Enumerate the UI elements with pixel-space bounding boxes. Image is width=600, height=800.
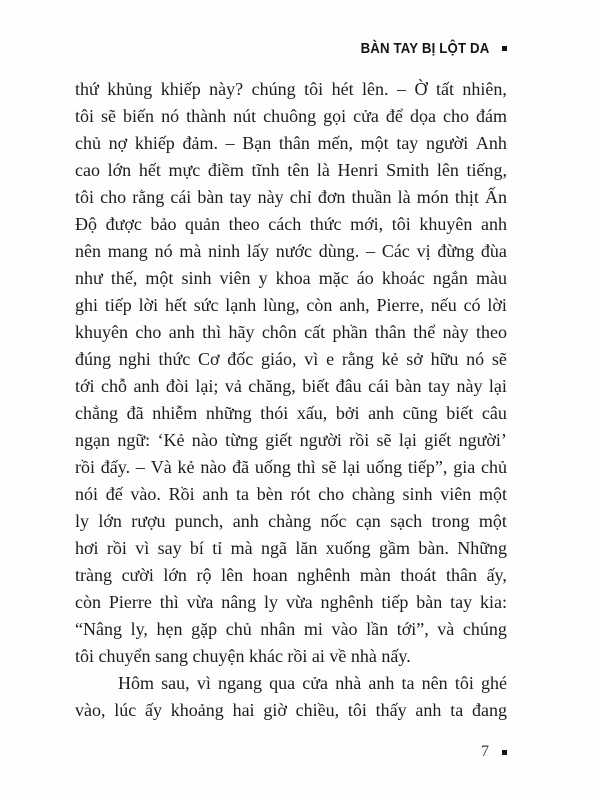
text-line: tới chỗ anh đòi lại; vả chăng, biết đâu cái bàn tay này lại [75,376,507,396]
text-line: còn Pierre thì vừa nâng ly vừa nghênh tiếp bàn tay kia: [75,592,507,612]
text-line: nên mang nó mà ninh lấy nước dùng. – Các vị đừng đùa [75,241,507,261]
text-line: chẳng đã nhiễm những thói xấu, bởi anh cũng biết câu [75,403,507,423]
square-bullet-icon [502,46,507,51]
text-line: vào, lúc ấy khoảng hai giờ chiều, tôi thấy anh ta đang [75,700,507,720]
text-line: Độ được bảo quản theo cách thức mới, tôi khuyên anh [75,214,507,234]
page-footer [481,743,507,761]
text-line: ngạn ngữ: ‘Kẻ nào từng giết người rồi sẽ lại giết người’ [75,430,507,450]
text-line: tràng cười lớn rộ lên hoan nghênh màn thoát thân ấy, [75,565,507,585]
text-line: tôi chuyển sang chuyện khác rồi ai về nhà nấy. [75,646,411,666]
text-line: nói đế vào. Rồi anh ta bèn rót cho chàng sinh viên một [75,484,507,504]
text-line: thứ khủng khiếp này? chúng tôi hét lên. – Ờ tất nhiên, [75,79,507,99]
text-line: Hôm sau, vì ngang qua cửa nhà anh ta nên tôi ghé [118,673,507,693]
running-header-title: BÀN TAY BỊ LỘT DA [360,40,489,57]
text-line: cao lớn hết mực điềm tĩnh tên là Henri Smith lên tiếng, [75,160,507,180]
page-body [75,76,507,724]
text-line: ghi tiếp lời hết sức lạnh lùng, còn anh, Pierre, nếu có lời [75,295,507,315]
square-bullet-icon [502,750,507,755]
running-header [343,40,507,57]
text-line: như thế, một sinh viên y khoa mặc áo khoác ngắn màu [75,268,507,288]
text-line: rồi đấy. – Và kẻ nào đã uống thì sẽ lại uống tiếp”, gia chủ [75,457,507,477]
text-line: “Nâng ly, hẹn gặp chủ nhân mi vào lần tới”, và chúng [75,619,507,639]
text-line: đúng nghi thức Cơ đốc giáo, vì e rằng kẻ sở hữu nó sẽ [75,349,507,369]
text-line: tôi cho rằng cái bàn tay này chỉ đơn thuần là món thịt Ấn [75,187,507,207]
text-line: khuyên cho anh thì hãy chôn cất phần thân thể này theo [75,322,507,342]
text-line: chủ nợ khiếp đảm. – Bạn thân mến, một tay người Anh [75,133,507,153]
text-line: hơi rồi vì say bí tỉ mà ngã lăn xuống gầm bàn. Những [75,538,507,558]
text-line: tôi sẽ biến nó thành nút chuông gọi cửa để dọa cho đám [75,106,507,126]
page-number: 7 [481,743,489,760]
text-line: ly lớn rượu punch, anh chàng nốc cạn sạch trong một [75,511,507,531]
